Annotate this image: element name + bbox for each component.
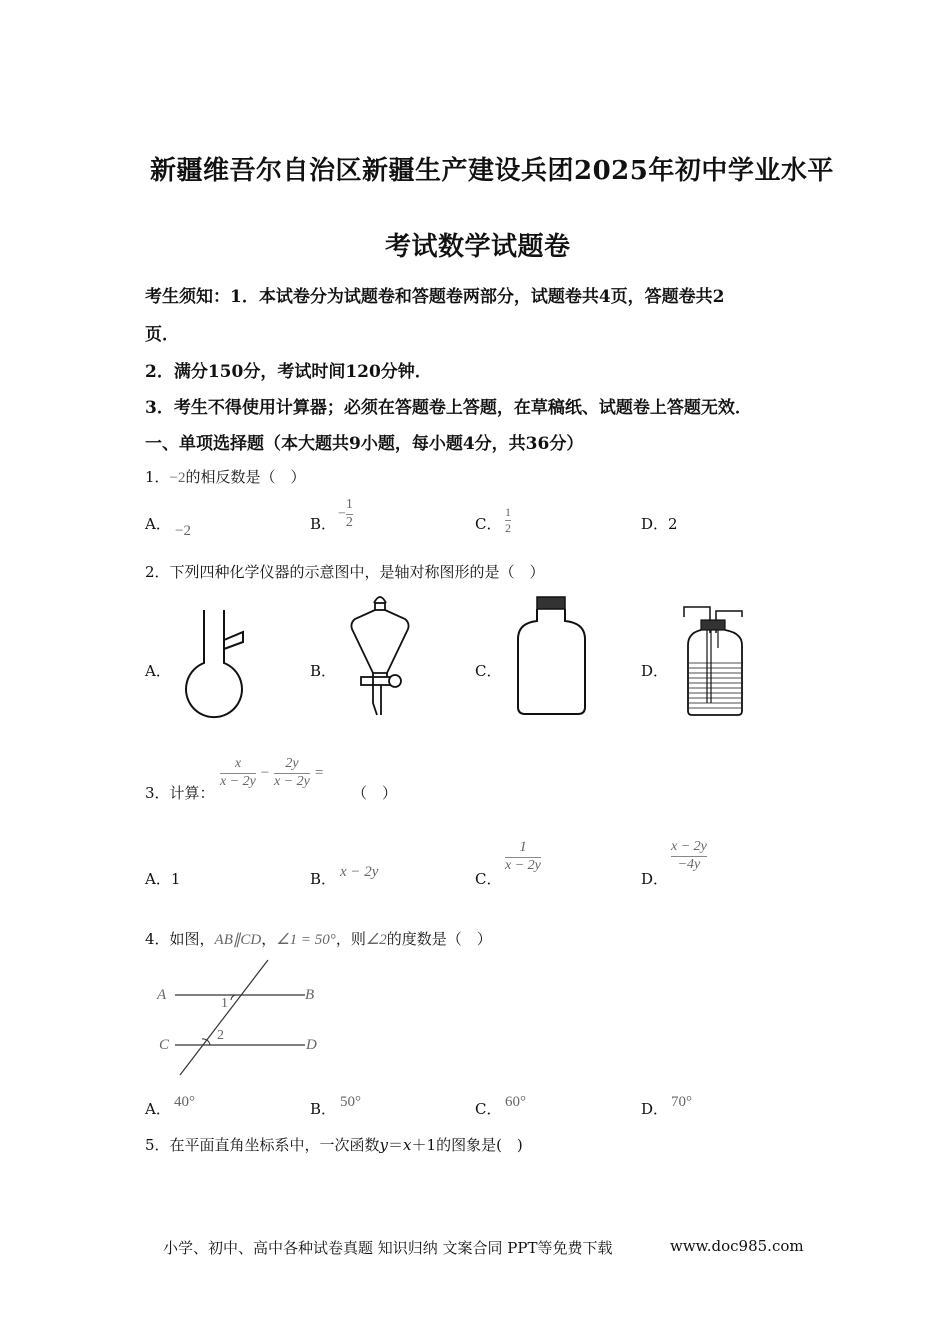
q4-option-c[interactable] [475,1098,501,1119]
q1-option-c[interactable] [475,513,501,534]
q2-option-c[interactable]: C． [475,662,502,680]
q4-parallel-condition: AB∥CD [214,932,262,948]
q4-angle-2: ∠2 [365,932,387,948]
title-line-2: 考试数学试题卷 [385,232,571,262]
q3-c-label: C． [475,870,502,888]
q1-b-num: 1 [345,497,353,512]
parallel-lines-figure [155,955,330,1080]
q3-f1-den: x − 2y [220,773,256,789]
q1-b-sign: − [338,506,346,522]
parallel-lines-svg [155,955,330,1080]
reagent-bottle-figure [512,595,592,720]
round-flask-figure [180,610,250,720]
q3-number: 3．计算： [145,784,215,802]
q1-option-a[interactable] [145,513,171,534]
q2-option-a[interactable]: A． [145,662,171,680]
q4-b-label: B． [310,1100,337,1118]
q3-f1-num: x [234,756,242,771]
q1-a-value: −2 [175,523,191,539]
q1-b-value [338,498,353,530]
q3-option-a[interactable]: A．1 [145,870,181,888]
q1-b-den: 2 [345,514,353,530]
q3-minus: − [259,764,270,781]
q3-equals: = [313,764,324,781]
q4-c-value: 60° [505,1094,526,1110]
label-a: A [157,987,167,1003]
q4-option-b[interactable] [310,1098,336,1119]
label-angle-1: 1 [221,996,228,1011]
q4-b-value: 50° [340,1094,361,1110]
q3-d-value [671,840,707,872]
q1-expr: −2 [169,470,186,486]
q3-f2-num: 2y [285,756,299,771]
q4-stem [145,928,492,949]
q4-d-label: D． [641,1100,669,1118]
q3-option-d[interactable] [641,868,668,889]
q3-c-value [505,840,541,873]
q4-a-value: 40° [174,1094,195,1110]
q4-option-a[interactable] [145,1098,171,1119]
notice-line-1: 考生须知：1．本试卷分为试题卷和答题卷两部分，试题卷共4页，答题卷共2 [145,287,725,307]
q4-a-label: A． [145,1100,171,1118]
label-c: C [159,1037,170,1053]
q3-b-label: B． [310,870,337,888]
q5-tail: 的图象是( ) [436,1136,523,1154]
q3-d-label: D． [641,870,669,888]
q1-c-value [505,506,511,534]
q5-expr-rest: ＋1 [411,1136,437,1154]
q1-c-den: 2 [505,520,511,535]
q4-d-value: 70° [671,1094,692,1110]
q3-option-b[interactable] [310,868,336,889]
q1-a-label: A． [145,515,171,533]
q4-tail-1: ，则 [335,930,366,948]
notice-line-3: 3．考生不得使用计算器；必须在答题卷上答题，在草稿纸、试题卷上答题无效． [145,398,752,418]
q1-option-d[interactable]: D．2 [641,515,678,533]
q1-option-b[interactable] [310,513,336,534]
q5-expr-x: x [403,1136,412,1154]
q3-c-num: 1 [519,839,527,855]
q4-comma: ， [261,930,277,948]
q4-option-d[interactable] [641,1098,668,1119]
notice-line-1b: 页． [145,325,179,345]
label-angle-2: 2 [217,1028,224,1043]
q1-b-label: B． [310,515,337,533]
title-line-1: 新疆维吾尔自治区新疆生产建设兵团2025年初中学业水平 [150,156,834,186]
q5-pre: 5．在平面直角坐标系中，一次函数 [145,1136,380,1154]
q4-angle-condition: ∠1 = 50° [276,932,336,948]
q2-stem: 2．下列四种化学仪器的示意图中，是轴对称图形的是（ ） [145,563,545,581]
q1-stem [145,466,306,487]
q3-option-c[interactable] [475,868,501,889]
q1-number: 1． [145,468,170,486]
q2-option-b[interactable]: B． [310,662,337,680]
q3-f2-den: x − 2y [274,773,310,789]
section-heading: 一、单项选择题（本大题共9小题，每小题4分，共36分） [145,434,584,454]
q3-b-value: x − 2y [340,864,379,880]
q1-tail: 的相反数是（ ） [185,468,306,486]
q3-c-den: x − 2y [505,857,541,873]
q5-stem [145,1134,523,1155]
q2-option-d[interactable]: D． [641,662,669,680]
gas-washing-bottle-figure [680,603,750,718]
q4-c-label: C． [475,1100,502,1118]
q3-d-den: −4y [677,856,701,872]
separatory-funnel-figure [345,593,415,718]
label-d: D [306,1037,317,1053]
q1-c-num: 1 [505,505,511,519]
q3-tail: （ ） [352,784,398,802]
q3-d-num: x − 2y [671,839,707,854]
q1-c-label: C． [475,515,502,533]
q5-expr-eq: ＝ [388,1136,404,1154]
q4-tail-2: 的度数是（ ） [386,930,492,948]
footer-url[interactable]: www.doc985.com [670,1237,804,1255]
footer-text: 小学、初中、高中各种试卷真题 知识归纳 文案合同 PPT等免费下载 [163,1239,613,1257]
q5-expr-y: y [379,1136,389,1154]
q3-expression [220,757,324,789]
notice-line-2: 2．满分150分，考试时间120分钟． [145,362,432,382]
label-b: B [305,987,315,1003]
q4-number: 4．如图， [145,930,215,948]
